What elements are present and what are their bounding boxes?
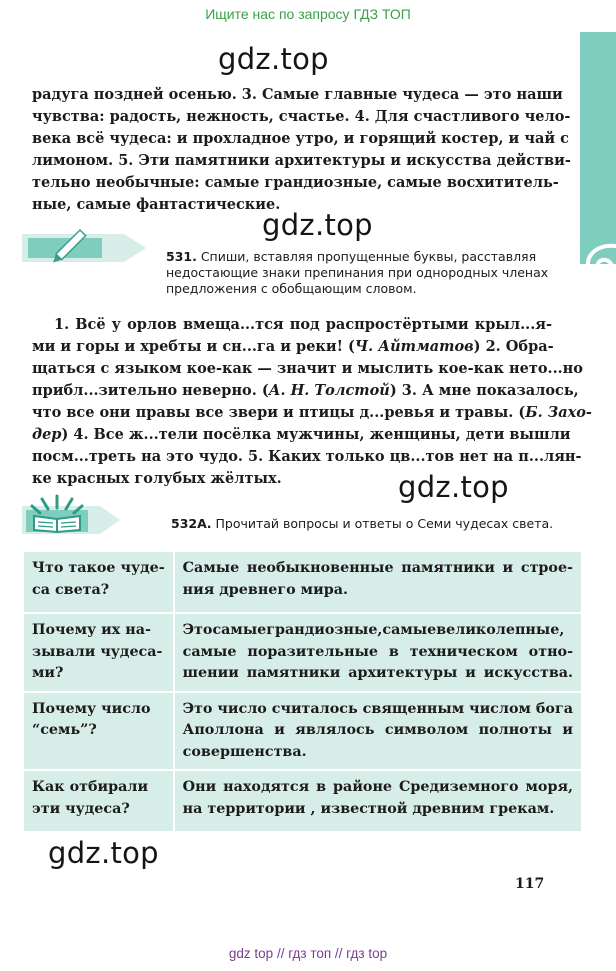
text-line: ми и горы и хребты и сн...га и реки! (Ч. Айтматов) 2. Обра- xyxy=(32,338,554,355)
text-line: прибл...зительно неверно. (А. Н. Толстой) 3. А мне показалось, xyxy=(32,382,579,399)
exercise-531-text xyxy=(32,314,592,490)
side-chapter-tab xyxy=(580,32,616,264)
task-number: 532А. xyxy=(171,516,212,531)
table-row xyxy=(23,551,582,613)
table-row xyxy=(23,770,582,832)
seven-wonders-qa-table xyxy=(22,550,583,833)
text-line: дер) 4. Все ж...тели посёлка мужчины, женщины, дети вышли xyxy=(32,426,571,443)
instruction-line: недостающие знаки препинания при однородных членах xyxy=(166,265,549,280)
question-cell: Что такое чуде- са света? xyxy=(23,551,174,613)
text-line: радуга поздней осенью. 3. Самые главные чудеса — это наши xyxy=(32,86,563,103)
answer-cell: Это число считалось священным числом бога Аполлона и являлось символом полноты и совершенства. xyxy=(174,692,582,771)
question-cell: Почему их на- зывали чудеса- ми? xyxy=(23,613,174,692)
answer-cell: Самые необыкновенные памятники и строе- ния древнего мира. xyxy=(174,551,582,613)
answer-cell: Этосамыеграндиозные,самыевеликолепные, самые поразительные в техническом отно- шении памятники архитектуры и искусства. xyxy=(174,613,582,692)
open-book-icon xyxy=(22,494,122,538)
answer-cell: Они находятся в районе Средиземного моря, на территории , известной древним грекам. xyxy=(174,770,582,832)
question-cell: Как отбирали эти чудеса? xyxy=(23,770,174,832)
top-search-banner: Ищите нас по запросу ГДЗ ТОП xyxy=(205,6,411,22)
watermark: gdz.top xyxy=(48,836,159,870)
text-line: века всё чудеса: и прохладное утро, и горящий костер, и чай с xyxy=(32,130,570,147)
task-number: 531. xyxy=(166,249,197,264)
intro-paragraph xyxy=(32,84,571,216)
text-line: ные, самые фантастические. xyxy=(32,196,281,213)
text-line: чувства: радость, нежность, счастье. 4. Для счастливого чело- xyxy=(32,108,571,125)
text-line: щаться с языком кое-как — значит и мыслить кое-как нето...но xyxy=(32,360,583,377)
instruction-line: Прочитай вопросы и ответы о Семи чудесах света. xyxy=(215,516,554,531)
text-line: ке красных голубых жёлтых. xyxy=(32,470,282,487)
instruction-line: предложения с обобщающим словом. xyxy=(166,281,417,296)
task-531-instruction xyxy=(166,249,558,297)
page-number: 117 xyxy=(515,876,545,892)
text-line: 1. Всё у орлов вмеща...тся под распростёртыми крыл...я- xyxy=(54,316,552,333)
task-532a-instruction xyxy=(171,516,563,532)
instruction-line: Спиши, вставляя пропущенные буквы, расставляя xyxy=(200,249,537,264)
bottom-links-bar: gdz top // гдз топ // гдз top xyxy=(228,946,388,961)
spiral-icon xyxy=(580,238,616,294)
pencil-icon xyxy=(22,228,152,268)
watermark: gdz.top xyxy=(398,470,509,504)
watermark: gdz.top xyxy=(262,208,373,242)
watermark: gdz.top xyxy=(218,42,329,76)
table-row xyxy=(23,692,582,771)
text-line: что все они правы все звери и птицы д...ревья и травы. (Б. Захо- xyxy=(32,404,592,421)
question-cell: Почему число “семь”? xyxy=(23,692,174,771)
table-row xyxy=(23,613,582,692)
text-line: тельно необычные: самые грандиозные, самые восхититель- xyxy=(32,174,559,191)
text-line: посм...треть на это чудо. 5. Каких только цв...тов нет на п...лян- xyxy=(32,448,582,465)
text-line: лимоном. 5. Эти памятники архитектуры и искусства действи- xyxy=(32,152,571,169)
